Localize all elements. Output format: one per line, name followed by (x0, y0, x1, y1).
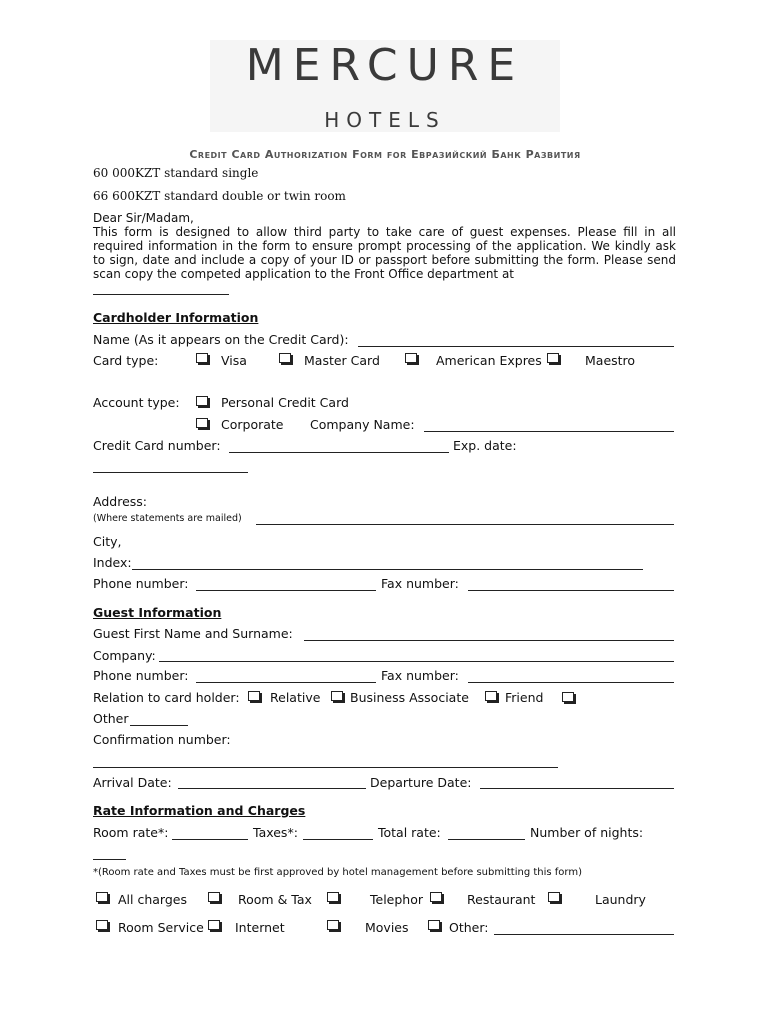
internet-checkbox[interactable] (208, 920, 221, 931)
internet-label: Internet (235, 920, 285, 935)
confirmation-field[interactable] (93, 767, 558, 768)
room-service-checkbox[interactable] (96, 920, 109, 931)
visa-checkbox[interactable] (196, 353, 209, 364)
amex-label: American Expres (436, 353, 542, 368)
room-rate-label: Room rate*: (93, 825, 169, 840)
exp-date-field[interactable] (93, 472, 248, 473)
cardholder-phone-field[interactable] (196, 590, 376, 591)
room-tax-label: Room & Tax (238, 892, 312, 907)
room-tax-checkbox[interactable] (208, 892, 221, 903)
cardholder-name-field[interactable] (358, 346, 674, 347)
movies-checkbox[interactable] (327, 920, 340, 931)
exp-date-label: Exp. date: (453, 438, 517, 453)
guest-heading: Guest Information (93, 605, 222, 620)
email-line[interactable] (93, 294, 229, 295)
hotel-logo (210, 40, 560, 132)
departure-date-field[interactable] (480, 788, 674, 789)
relation-label: Relation to card holder: (93, 690, 240, 705)
laundry-checkbox[interactable] (548, 892, 561, 903)
mastercard-checkbox[interactable] (279, 353, 292, 364)
maestro-label: Maestro (585, 353, 636, 368)
company-name-label: Company Name: (310, 417, 415, 432)
other-field[interactable] (130, 725, 188, 726)
index-label: Index: (93, 555, 132, 570)
card-type-label: Card type: (93, 353, 159, 368)
rate-note: *(Room rate and Taxes must be first approved by hotel management before submitting this form) (93, 867, 582, 878)
telephone-label: Telephor (370, 892, 424, 907)
movies-label: Movies (365, 920, 409, 935)
guest-phone-field[interactable] (196, 682, 376, 683)
room-rate-field[interactable] (172, 839, 248, 840)
total-rate-field[interactable] (448, 839, 525, 840)
guest-phone-label: Phone number: (93, 668, 189, 683)
city-label: City, (93, 534, 122, 549)
room-service-label: Room Service (118, 920, 204, 935)
friend-checkbox[interactable] (485, 691, 498, 702)
arrival-date-field[interactable] (178, 788, 366, 789)
nights-label: Number of nights: (530, 825, 644, 840)
other-charges-checkbox[interactable] (428, 920, 441, 931)
taxes-field[interactable] (303, 839, 373, 840)
cardholder-heading: Cardholder Information (93, 310, 259, 325)
business-associate-checkbox[interactable] (331, 691, 344, 702)
confirmation-label: Confirmation number: (93, 732, 231, 747)
restaurant-label: Restaurant (467, 892, 536, 907)
address-label: Address: (93, 494, 147, 509)
visa-label: Visa (221, 353, 247, 368)
other-charges-label: Other: (449, 920, 489, 935)
friend-label: Friend (505, 690, 544, 705)
cardholder-fax-label: Fax number: (381, 576, 459, 591)
amex-checkbox[interactable] (405, 353, 418, 364)
laundry-label: Laundry (595, 892, 646, 907)
greeting: Dear Sir/Madam, (93, 211, 194, 225)
all-charges-checkbox[interactable] (96, 892, 109, 903)
address-note: (Where statements are mailed) (93, 513, 242, 524)
corporate-label: Corporate (221, 417, 284, 432)
guest-name-label: Guest First Name and Surname: (93, 626, 293, 641)
logo-wordmark: MERCURE (245, 40, 525, 91)
rate-single: 60 000KZT standard single (93, 166, 259, 180)
account-type-label: Account type: (93, 395, 180, 410)
personal-card-checkbox[interactable] (196, 396, 209, 407)
guest-company-field[interactable] (159, 661, 674, 662)
card-number-label: Credit Card number: (93, 438, 221, 453)
rate-double: 66 600KZT standard double or twin room (93, 189, 346, 203)
index-field[interactable] (132, 569, 643, 570)
corporate-checkbox[interactable] (196, 418, 209, 429)
other-relation-checkbox[interactable] (562, 692, 575, 703)
company-name-field[interactable] (424, 431, 674, 432)
mastercard-label: Master Card (304, 353, 380, 368)
other-label: Other (93, 711, 129, 726)
personal-card-label: Personal Credit Card (221, 395, 349, 410)
guest-company-label: Company: (93, 648, 156, 663)
cardholder-fax-field[interactable] (468, 590, 674, 591)
other-charges-field[interactable] (494, 934, 674, 935)
all-charges-label: All charges (118, 892, 187, 907)
cardholder-name-label: Name (As it appears on the Credit Card): (93, 332, 349, 347)
guest-fax-label: Fax number: (381, 668, 459, 683)
cardholder-phone-label: Phone number: (93, 576, 189, 591)
taxes-label: Taxes*: (253, 825, 298, 840)
maestro-checkbox[interactable] (547, 353, 560, 364)
intro-paragraph: This form is designed to allow third party to take care of guest expenses. Please fill in all required information in the form to ensure prompt processing of the application. We kindly ask to sign, date and include a copy of your ID or passport before submitting the form. Please send scan copy the competed application to the Front Office department at (93, 225, 676, 281)
total-rate-label: Total rate: (378, 825, 441, 840)
rate-heading: Rate Information and Charges (93, 803, 306, 818)
nights-field[interactable] (93, 859, 126, 860)
guest-fax-field[interactable] (468, 682, 674, 683)
departure-date-label: Departure Date: (370, 775, 472, 790)
arrival-date-label: Arrival Date: (93, 775, 172, 790)
relative-label: Relative (270, 690, 321, 705)
guest-name-field[interactable] (304, 640, 674, 641)
card-number-field[interactable] (229, 452, 449, 453)
form-title: Credit Card Authorization Form for Евразийский Банк Развития (189, 148, 581, 161)
telephone-checkbox[interactable] (327, 892, 340, 903)
relative-checkbox[interactable] (248, 691, 261, 702)
restaurant-checkbox[interactable] (430, 892, 443, 903)
address-field[interactable] (256, 524, 674, 525)
business-associate-label: Business Associate (350, 690, 469, 705)
logo-subtitle: HOTELS (324, 108, 446, 132)
